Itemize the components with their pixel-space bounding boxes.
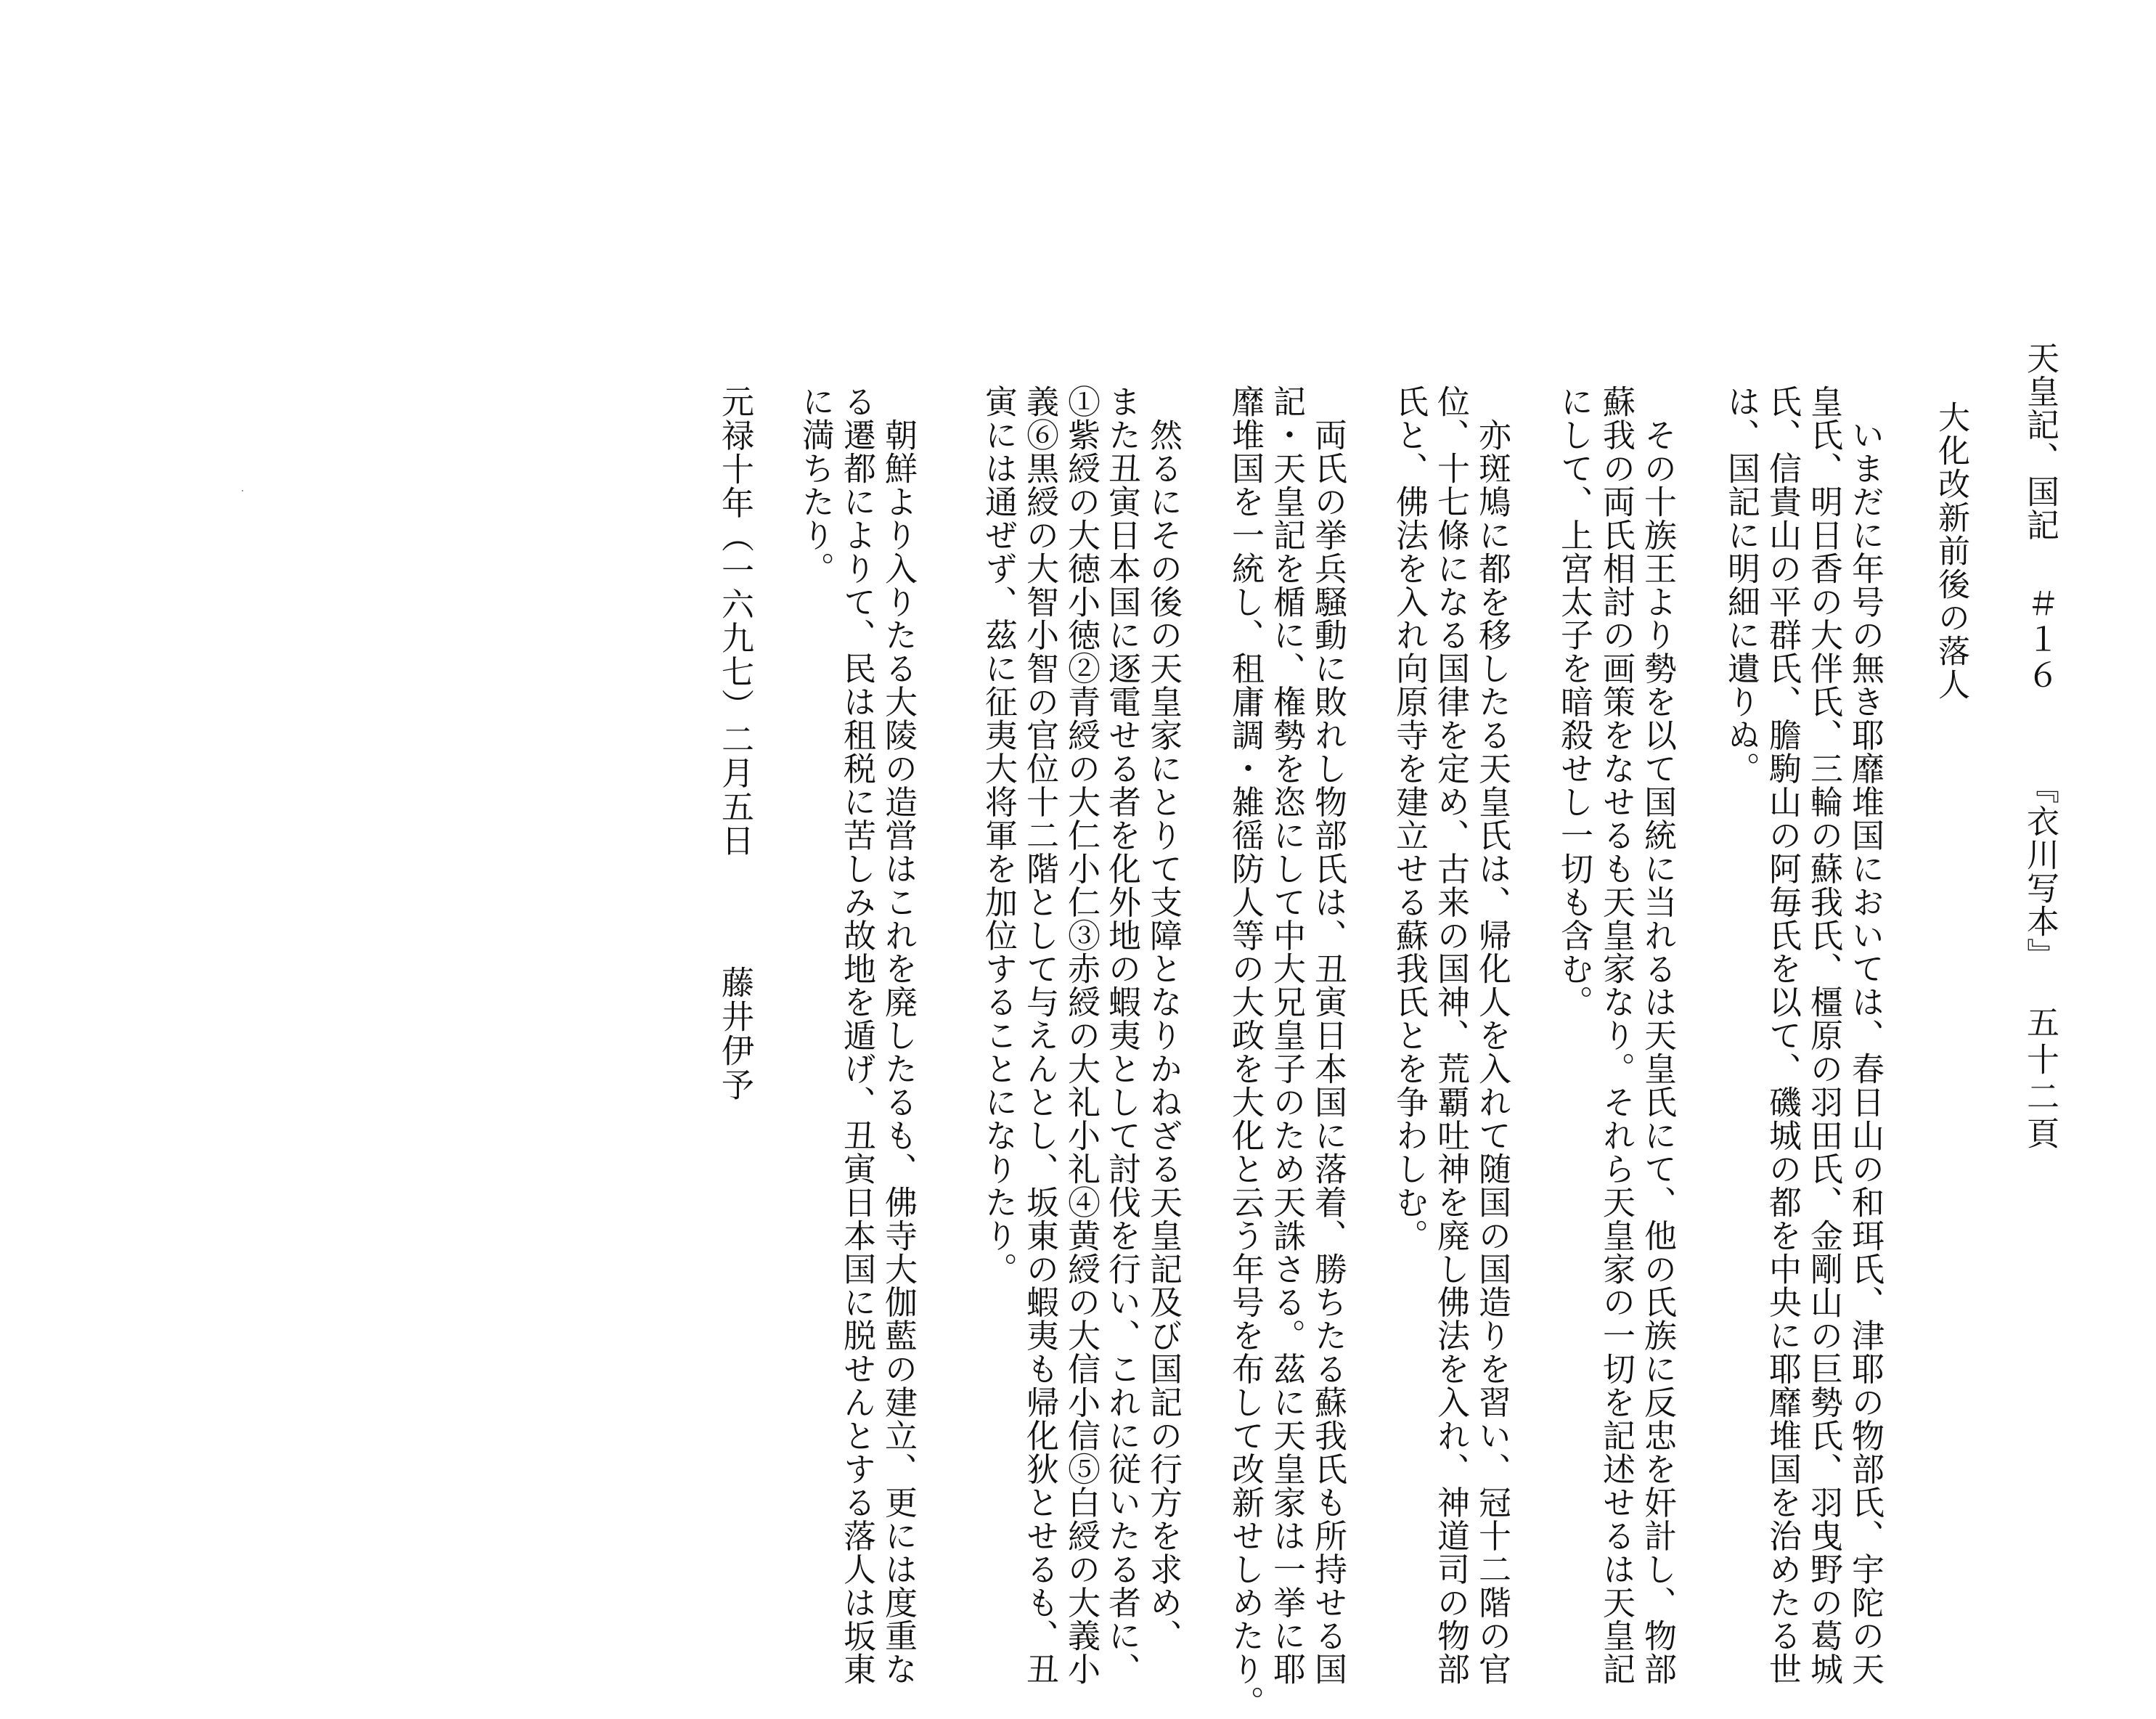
header-number: ＃１６ — [2021, 587, 2059, 693]
body-column: いまだに年号の無き耶靡堆国においては、春日山の和珥氏、津耶の物部氏、宇陀の天 — [1846, 385, 1885, 1686]
body-column: にして、上宮太子を暗殺せし一切も含む。 — [1555, 385, 1593, 1019]
body-column: 義⑥黒綬の大智小智の官位十二階として与えんとし、坂東の蝦夷も帰化狄とせるも、丑 — [1021, 385, 1059, 1686]
body-column: 氏、信貴山の平群氏、膽駒山の阿毎氏を以て、磯城の都を中央に耶靡堆国を治めたる世 — [1763, 385, 1802, 1686]
body-column: その十族王より勢を以て国統に当れるは天皇氏にて、他の氏族に反忠を奸計し、物部 — [1638, 385, 1677, 1686]
header-title: 天皇記、国記 — [2021, 341, 2059, 542]
body-column: 亦斑鳩に都を移したる天皇氏は、帰化人を入れて随国の国造りを習い、冠十二階の官 — [1473, 385, 1511, 1686]
body-column: は、国記に明細に遺りぬ。 — [1722, 385, 1760, 785]
scan-speck — [242, 490, 243, 491]
body-column: 両氏の挙兵騒動に敗れし物部氏は、丑寅日本国に落着、勝ちたる蘇我氏も所持せる国 — [1309, 385, 1347, 1686]
header-page-number: 五十二頁 — [2021, 1005, 2059, 1154]
body-column: ①紫綬の大徳小徳②青綬の大仁小仁③赤綬の大礼小礼④黄綬の大信小信⑤白綬の大義小 — [1062, 385, 1101, 1686]
body-column: る遷都によりて、民は租税に苦しみ故地を遁げ、丑寅日本国に脱せんとする落人は坂東 — [838, 385, 876, 1686]
body-column: 寅には通ぜず、茲に征夷大将軍を加位することになりたり。 — [979, 385, 1018, 1286]
footer-author: 藤井伊予 — [716, 965, 754, 1102]
body-column: 皇氏、明日香の大伴氏、三輪の蘇我氏、橿原の羽田氏、金剛山の巨勢氏、羽曳野の葛城 — [1805, 385, 1843, 1686]
chapter-title: 大化改新前後の落人 — [1932, 401, 1969, 701]
header-source: 『衣川写本』 — [2021, 771, 2059, 971]
body-column: 然るにその後の天皇家にとりて支障となりかねざる天皇記及び国記の行方を求め、 — [1144, 385, 1183, 1653]
body-column: 位、十七條になる国律を定め、古来の国神、荒覇吐神を廃し佛法を入れ、神道司の物部 — [1432, 385, 1470, 1686]
footer-date: 元禄十年（一六九七）二月五日 — [716, 385, 754, 857]
body-column: 朝鮮より入りたる大陵の造営はこれを廃したるも、佛寺大伽藍の建立、更には度重な — [879, 385, 918, 1686]
body-column: また丑寅日本国に逐電せる者を化外地の蝦夷として討伐を行い、これに従いたる者に、 — [1103, 385, 1141, 1686]
body-column: 氏と、佛法を入れ向原寺を建立せる蘇我氏とを争わしむ。 — [1390, 385, 1429, 1252]
body-column: 靡堆国を一統し、租庸調・雑徭防人等の大政を大化と云う年号を布して改新せしめたり。 — [1226, 385, 1265, 1719]
body-column: 記・天皇記を楯に、権勢を恣にして中大兄皇子のため天誅さる。茲に天皇家は一挙に耶 — [1267, 385, 1306, 1686]
body-column: 蘇我の両氏相討の画策をなせるも天皇家なり。それら天皇家の一切を記述せるは天皇記 — [1597, 385, 1636, 1686]
body-column: に満ちたり。 — [796, 385, 835, 585]
